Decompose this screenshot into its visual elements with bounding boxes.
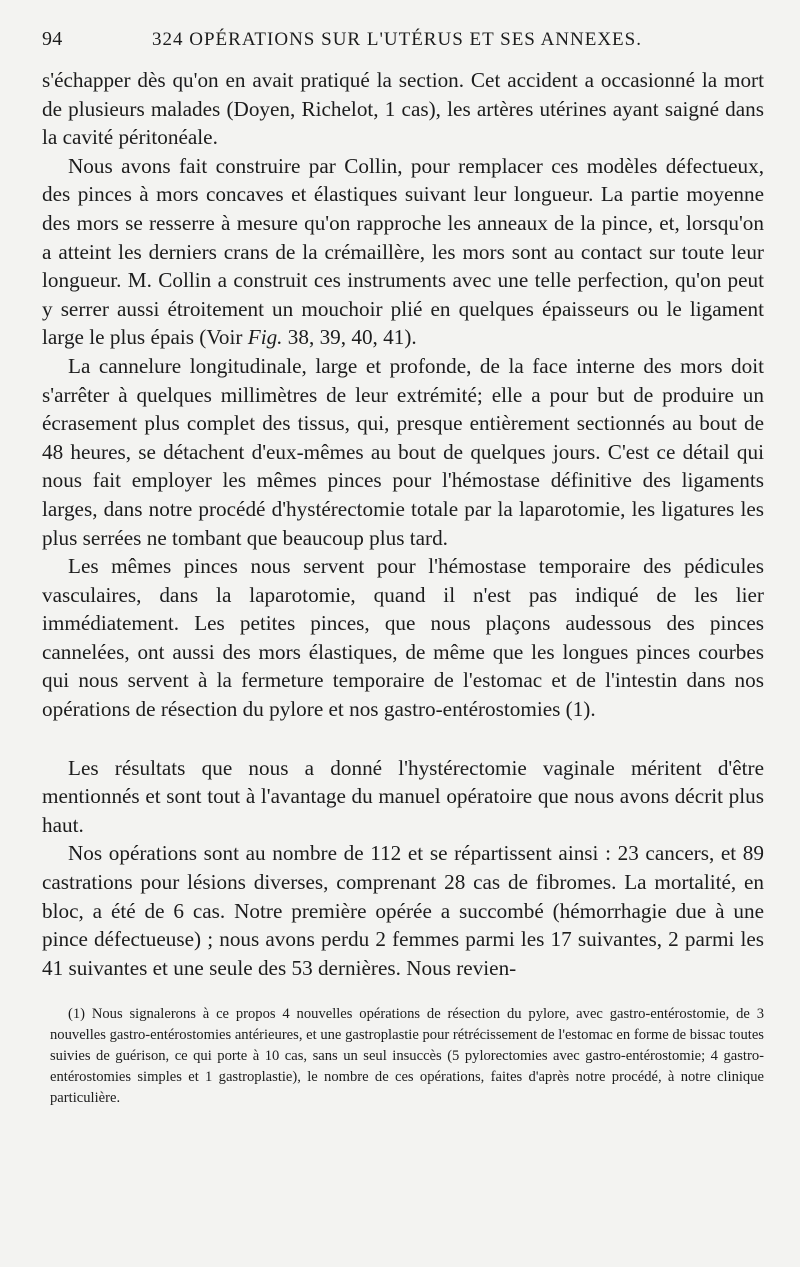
footnote: [42, 1004, 764, 1108]
figure-reference-numbers: 38, 39, 40, 41).: [287, 325, 417, 350]
paragraph-2: [42, 152, 764, 352]
paragraph-1: s'échapper dès qu'on en avait pratiqué la section. Cet accident a occasionné la mort de plusieurs malades (Doyen, Richelot, 1 cas), les artères utérines ayant saigné dans la cavité péritonéale.: [42, 68, 764, 150]
page-header: [42, 28, 764, 60]
paragraph-4: Les mêmes pinces nous servent pour l'hémostase temporaire des pédicules vasculaires, dans la laparotomie, quand il n'est pas indiqué de les lier immédiatement. Les petites pinces, que nous plaçons audessous des pinces cannelées, ont aussi des mors élastiques, de même que les longues pinces courbes qui nous servent à la fermeture temporaire de l'estomac et de l'intestin dans nos opérations de résection du pylore et nos gastro-entérostomies (1).: [42, 554, 764, 722]
paragraph-3: La cannelure longitudinale, large et profonde, de la face interne des mors doit s'arrêter à quelques millimètres de leur extrémité; elle a pour but de produire un écrasement plus complet des tissus, qui, presque entièrement sectionnés au bout de 48 heures, se détachent d'eux-mêmes au bout de quelques jours. C'est ce détail qui nous fait employer les mêmes pinces pour l'hémostase définitive des ligaments larges, dans notre procédé d'hystérectomie totale par la laparotomie, les ligatures les plus serrées ne tombant que beaucoup plus tard.: [42, 353, 764, 550]
figure-reference-label: Fig.: [247, 325, 283, 350]
body-text: [42, 66, 764, 982]
footnote-text: (1) Nous signalerons à ce propos 4 nouvelles opérations de résection du pylore, avec gastro-entérostomie, de 3 nouvelles gastro-entérostomies antérieures, et une gastroplastie pour rétrécissement de l'estomac en forme de bissac toutes suivies de guérison, ce qui porte à 10 cas, sans un seul insuccès (5 pylorectomies avec gastro-entérostomie; 4 gastro-entérostomies simples et 1 gastroplastie), le nombre de ces opérations, faites d'après notre procédé, à notre clinique particulière.: [50, 1006, 764, 1106]
section-gap: [42, 724, 764, 754]
page-number: 94: [42, 28, 63, 50]
paragraph-6: Nos opérations sont au nombre de 112 et se répartissent ainsi : 23 cancers, et 89 castrations pour lésions diverses, comprenant 28 cas de fibromes. La mortalité, en bloc, a été de 6 cas. Notre première opérée a succombé (hémorrhagie due à une pince défectueuse) ; nous avons perdu 2 femmes parmi les 17 suivantes, 2 parmi les 41 suivantes et une seule des 53 dernières. Nous revien-: [42, 841, 764, 980]
paragraph-2-text: Nous avons fait construire par Collin, pour remplacer ces modèles défectueux, des pinces à mors concaves et élastiques suivant leur longueur. La partie moyenne des mors se resserre à mesure qu'on rapproche les anneaux de la pince, et, lorsqu'on a atteint les derniers crans de la crémaillère, les mors sont au contact sur toute leur longueur. M. Collin a construit ces instruments avec une telle perfection, qu'on peut y serrer aussi étroitement un mouchoir plié en quelques épaisseurs ou le ligament large le plus épais (Voir: [42, 153, 764, 350]
running-head: 324 OPÉRATIONS SUR L'UTÉRUS ET SES ANNEXES.: [152, 29, 642, 50]
paragraph-5: Les résultats que nous a donné l'hystérectomie vaginale méritent d'être mentionnés et sont tout à l'avantage du manuel opératoire que nous avons décrit plus haut.: [42, 755, 764, 837]
